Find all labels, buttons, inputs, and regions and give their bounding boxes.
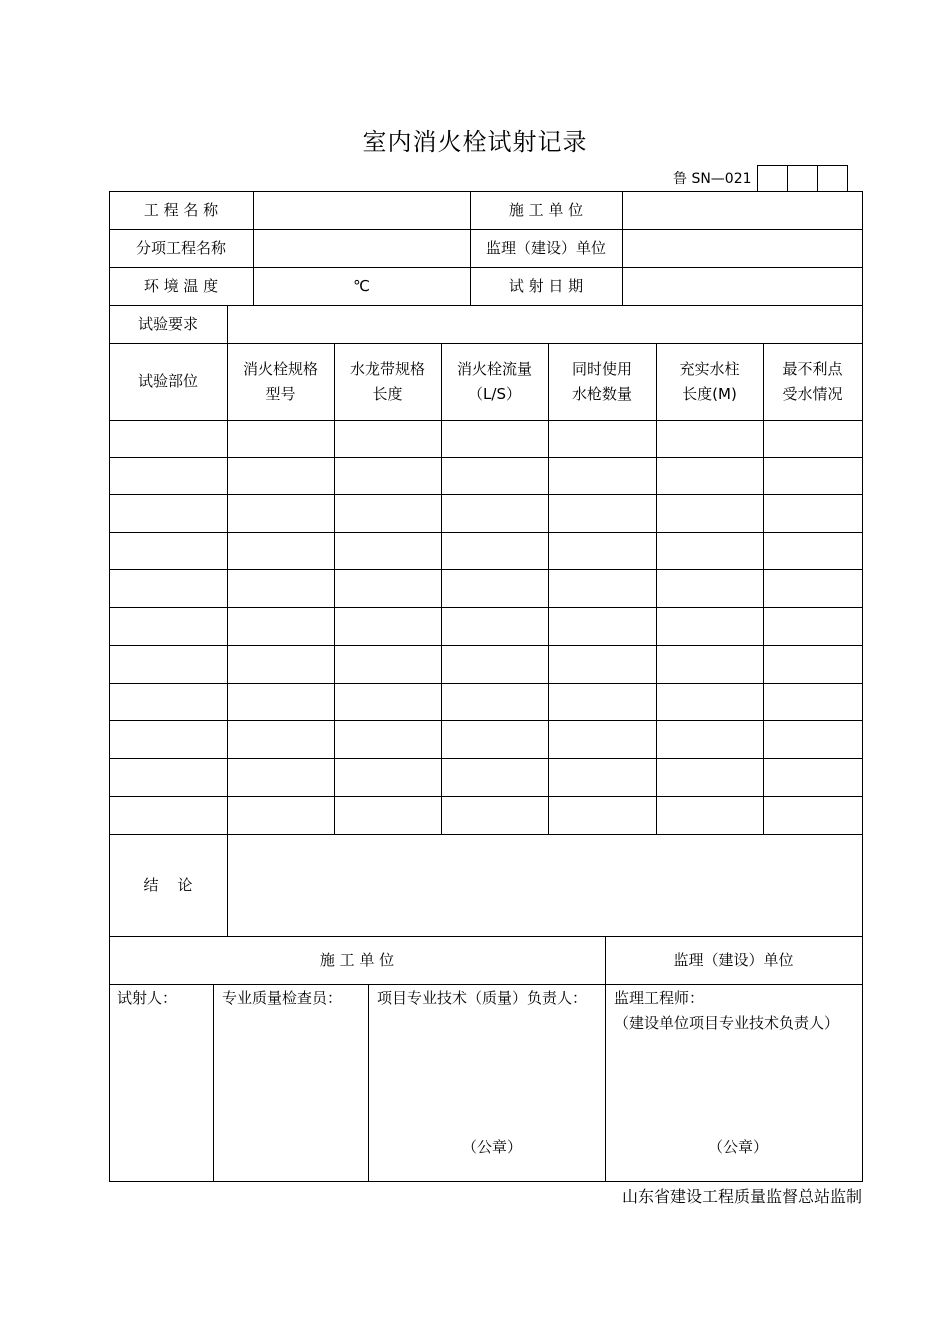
table-cell[interactable] [548, 683, 656, 720]
table-cell[interactable] [227, 607, 334, 645]
form-number-box[interactable] [757, 165, 787, 191]
table-cell[interactable] [763, 420, 862, 457]
grid-line [109, 420, 863, 421]
form-number-box[interactable] [787, 165, 817, 191]
table-cell[interactable] [763, 494, 862, 532]
table-cell[interactable] [109, 420, 227, 457]
project-name-label: 工 程 名 称 [143, 200, 219, 219]
column-header-line1: 消火栓流量 [456, 359, 532, 378]
table-cell[interactable] [441, 532, 548, 569]
grid-line [109, 834, 863, 835]
table-cell[interactable] [763, 796, 862, 834]
table-cell[interactable] [656, 532, 763, 569]
grid-line [109, 984, 863, 985]
signoff-supervision-unit-label: 监理（建设）单位 [673, 950, 794, 969]
table-cell[interactable] [227, 758, 334, 796]
table-cell[interactable] [548, 569, 656, 607]
table-cell[interactable] [548, 720, 656, 758]
env-temp-field[interactable] [253, 267, 470, 305]
table-cell[interactable] [109, 796, 227, 834]
table-cell[interactable] [656, 796, 763, 834]
page-title: 室内消火栓试射记录 [362, 128, 588, 156]
table-cell[interactable] [227, 494, 334, 532]
supervision-engineer-label: 监理工程师： [614, 989, 705, 1007]
grid-line [441, 343, 442, 835]
table-cell[interactable] [109, 758, 227, 796]
grid-line [109, 457, 863, 458]
table-cell[interactable] [548, 532, 656, 569]
grid-line [109, 494, 863, 495]
supervision-unit-label: 监理（建设）单位 [485, 238, 606, 257]
grid-line [656, 343, 657, 835]
grid-line [109, 758, 863, 759]
table-cell[interactable] [109, 494, 227, 532]
grid-line [109, 191, 110, 1182]
table-cell[interactable] [334, 720, 441, 758]
table-cell[interactable] [334, 457, 441, 494]
construction-unit-label: 施 工 单 位 [508, 200, 584, 219]
col-water-column-header [656, 343, 763, 420]
form-number-boxes[interactable] [757, 165, 848, 191]
column-header-line2: 受水情况 [782, 384, 843, 403]
table-cell[interactable] [227, 420, 334, 457]
temp-unit: ℃ [353, 276, 370, 295]
table-cell[interactable] [334, 607, 441, 645]
table-cell[interactable] [441, 720, 548, 758]
column-header-line1: 水龙带规格 [349, 359, 425, 378]
column-header-line2: 型号 [265, 384, 296, 403]
conclusion-label: 结 论 [143, 875, 193, 894]
table-cell[interactable] [227, 720, 334, 758]
conclusion-field[interactable] [227, 834, 862, 936]
signoff-construction-unit-label: 施 工 单 位 [319, 950, 395, 969]
grid-line [763, 343, 764, 835]
table-cell[interactable] [763, 569, 862, 607]
tester-label: 试射人： [117, 989, 178, 1007]
table-cell[interactable] [227, 457, 334, 494]
table-cell[interactable] [334, 645, 441, 683]
col-test-location-header [109, 343, 227, 420]
table-cell[interactable] [441, 796, 548, 834]
table-cell[interactable] [656, 420, 763, 457]
grid-line [109, 796, 863, 797]
column-header-line1: 试验部位 [137, 372, 198, 390]
table-cell[interactable] [548, 420, 656, 457]
table-cell[interactable] [656, 569, 763, 607]
column-header-line1: 最不利点 [782, 359, 843, 378]
table-cell[interactable] [227, 569, 334, 607]
table-cell[interactable] [334, 796, 441, 834]
table-cell[interactable] [334, 569, 441, 607]
grid-line [109, 569, 863, 570]
grid-line [109, 936, 863, 937]
grid-line [109, 1181, 863, 1182]
table-cell[interactable] [548, 645, 656, 683]
form-code [673, 164, 760, 191]
table-cell[interactable] [656, 457, 763, 494]
table-cell[interactable] [656, 683, 763, 720]
table-cell[interactable] [334, 420, 441, 457]
column-header-line2: 长度 [372, 384, 403, 403]
col-hydrant-flow-header [441, 343, 548, 420]
quality-inspector-label: 专业质量检查员： [222, 989, 343, 1007]
table-cell[interactable] [763, 607, 862, 645]
env-temp-label: 环 境 温 度 [143, 276, 219, 295]
table-cell[interactable] [334, 683, 441, 720]
table-cell[interactable] [763, 457, 862, 494]
grid-line [605, 936, 606, 1182]
table-cell[interactable] [656, 607, 763, 645]
column-header-line2: （L/S） [468, 384, 521, 403]
project-name-field[interactable] [253, 191, 470, 229]
test-date-field[interactable] [622, 267, 862, 305]
table-cell[interactable] [109, 457, 227, 494]
owner-tech-lead-label: （建设单位项目专业技术负责人） [614, 1014, 840, 1032]
table-cell[interactable] [109, 607, 227, 645]
column-header-line2: 水枪数量 [571, 384, 632, 403]
col-hose-spec-header [334, 343, 441, 420]
grid-line [548, 343, 549, 835]
column-header-line2: 长度(M) [682, 384, 737, 403]
table-cell[interactable] [441, 569, 548, 607]
table-cell[interactable] [763, 683, 862, 720]
supervision-unit-field[interactable] [622, 229, 862, 267]
table-cell[interactable] [548, 457, 656, 494]
grid-line [109, 343, 863, 344]
form-code-label: 鲁 SN—021 [673, 170, 752, 187]
grid-line [334, 343, 335, 835]
test-requirements-field[interactable] [227, 305, 862, 343]
subproject-name-field[interactable] [253, 229, 470, 267]
grid-line [109, 267, 863, 268]
grid-line [253, 191, 254, 306]
col-worst-point-header [763, 343, 862, 420]
table-cell[interactable] [656, 494, 763, 532]
tech-lead-label: 项目专业技术（质量）负责人： [377, 989, 588, 1007]
table-cell[interactable] [548, 494, 656, 532]
table-cell[interactable] [763, 720, 862, 758]
grid-line [109, 645, 863, 646]
grid-line [109, 720, 863, 721]
table-cell[interactable] [227, 796, 334, 834]
table-cell[interactable] [334, 758, 441, 796]
table-cell[interactable] [763, 532, 862, 569]
grid-line [227, 305, 228, 937]
construction-unit-field[interactable] [622, 191, 862, 229]
table-cell[interactable] [763, 645, 862, 683]
grid-line [109, 191, 863, 192]
grid-line [213, 984, 214, 1182]
table-cell[interactable] [109, 683, 227, 720]
test-date-label: 试 射 日 期 [508, 276, 584, 295]
grid-line [368, 984, 369, 1182]
table-cell[interactable] [656, 758, 763, 796]
form-number-box[interactable] [817, 165, 848, 191]
grid-line [109, 229, 863, 230]
table-cell[interactable] [227, 645, 334, 683]
grid-line [622, 191, 623, 306]
table-cell[interactable] [656, 645, 763, 683]
col-hydrant-spec-header [227, 343, 334, 420]
table-cell[interactable] [441, 457, 548, 494]
table-cell[interactable] [441, 420, 548, 457]
col-guns-count-header [548, 343, 656, 420]
seal-construction: （公章） [462, 1138, 523, 1156]
table-cell[interactable] [548, 796, 656, 834]
column-header-line1: 充实水柱 [679, 359, 740, 378]
column-header-line1: 同时使用 [571, 359, 632, 378]
subproject-name-label: 分项工程名称 [135, 238, 226, 257]
table-cell[interactable] [441, 494, 548, 532]
grid-line [109, 305, 863, 306]
table-cell[interactable] [109, 645, 227, 683]
grid-line [109, 683, 863, 684]
test-requirements-label: 试验要求 [137, 314, 198, 333]
column-header-line1: 消火栓规格 [242, 359, 318, 378]
seal-supervision: （公章） [708, 1138, 769, 1156]
table-cell[interactable] [548, 607, 656, 645]
table-cell[interactable] [109, 569, 227, 607]
table-cell[interactable] [334, 532, 441, 569]
table-cell[interactable] [656, 720, 763, 758]
table-cell[interactable] [548, 758, 656, 796]
table-cell[interactable] [227, 532, 334, 569]
grid-line [109, 532, 863, 533]
grid-line [109, 607, 863, 608]
table-cell[interactable] [334, 494, 441, 532]
table-cell[interactable] [227, 683, 334, 720]
table-cell[interactable] [441, 758, 548, 796]
table-cell[interactable] [441, 683, 548, 720]
table-cell[interactable] [763, 758, 862, 796]
table-cell[interactable] [441, 607, 548, 645]
table-cell[interactable] [109, 532, 227, 569]
table-cell[interactable] [109, 720, 227, 758]
issuer-footer: 山东省建设工程质量监督总站监制 [621, 1187, 862, 1206]
table-cell[interactable] [441, 645, 548, 683]
grid-line [862, 191, 863, 1182]
grid-line [470, 191, 471, 306]
